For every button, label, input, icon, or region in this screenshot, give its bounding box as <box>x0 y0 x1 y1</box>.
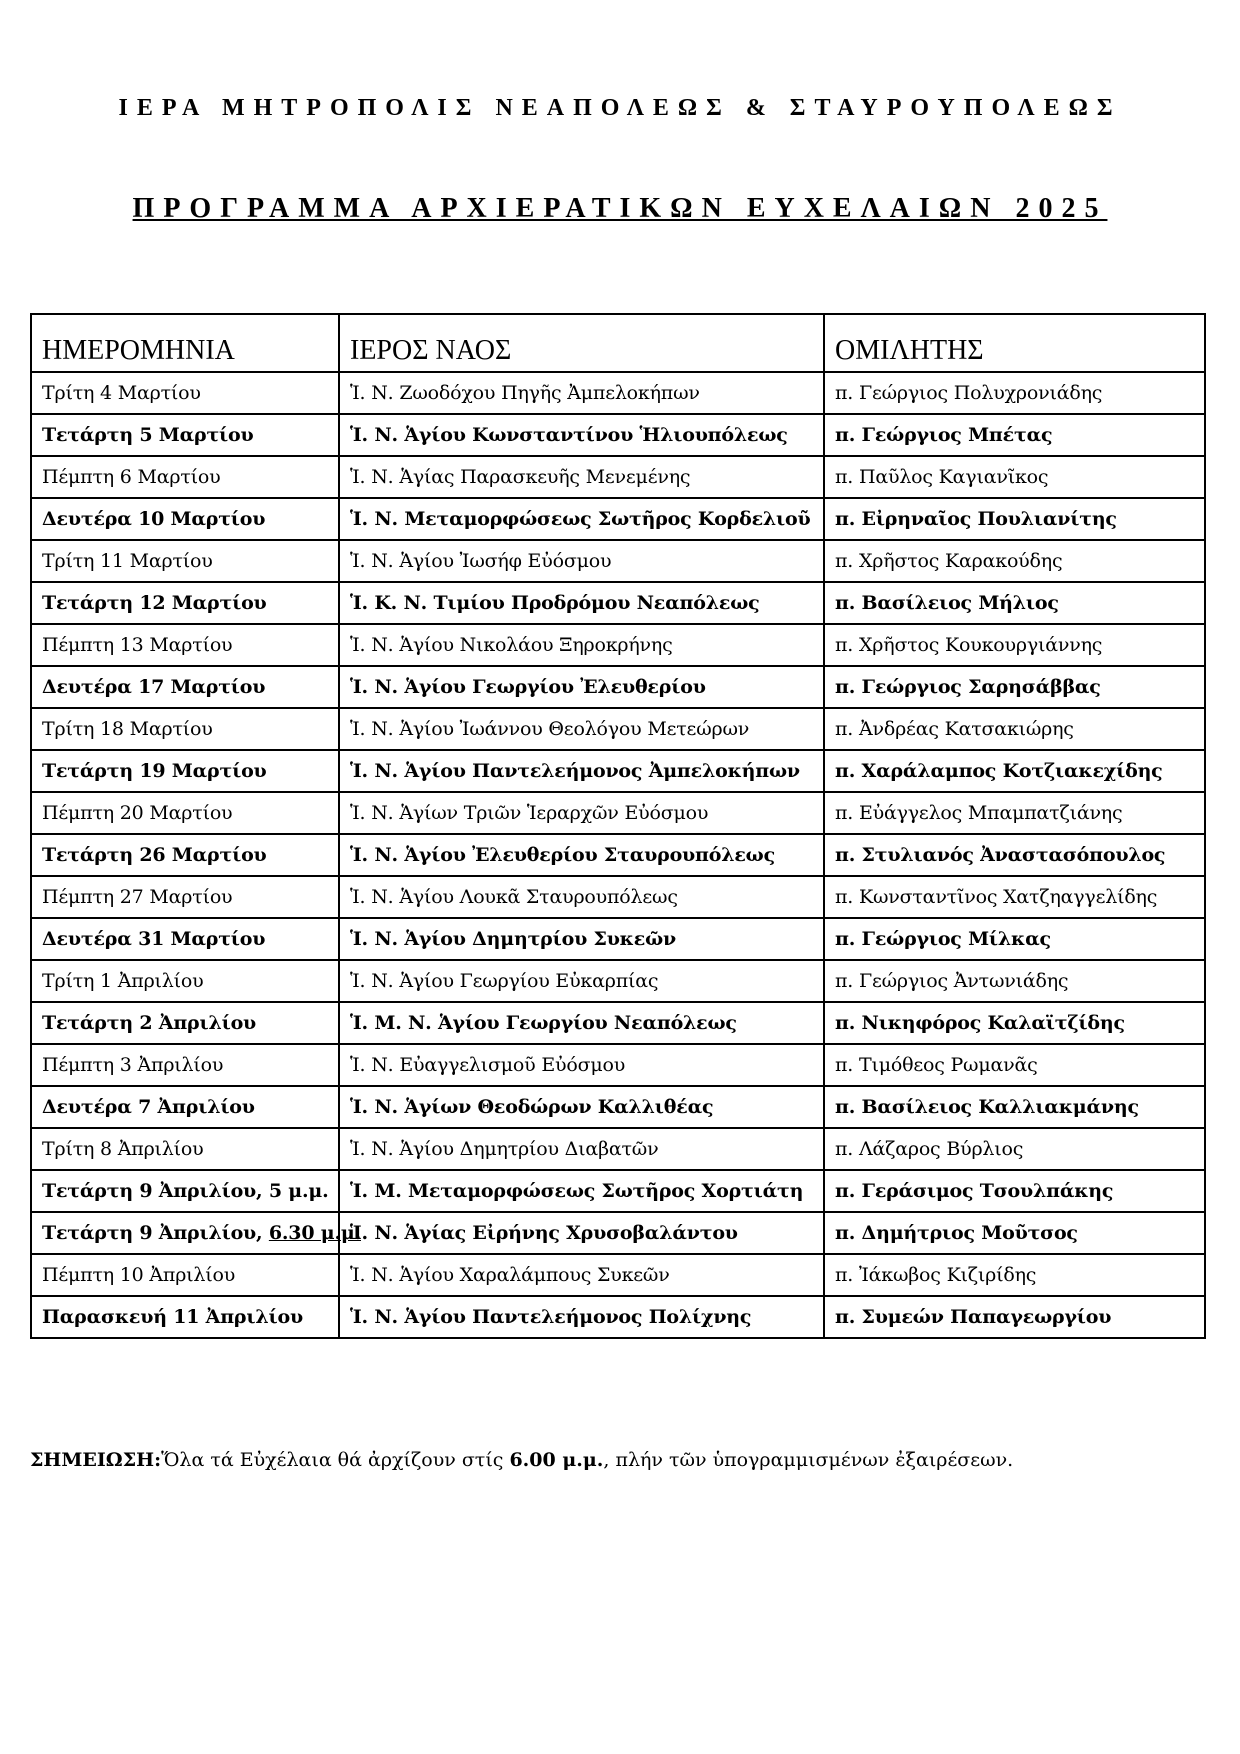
cell-speaker: π. Γεώργιος Σαρησάββας <box>824 666 1205 708</box>
cell-church: Ἱ. Ν. Ζωοδόχου Πηγῆς Ἀμπελοκήπων <box>339 372 824 414</box>
footnote-text-before: Ὅλα τά Εὐχέλαια θά ἀρχίζουν στίς <box>161 1449 510 1471</box>
table-row <box>31 1002 1205 1044</box>
cell-church: Ἱ. Ν. Ἁγίου Νικολάου Ξηροκρήνης <box>339 624 824 666</box>
cell-speaker: π. Κωνσταντῖνος Χατζηαγγελίδης <box>824 876 1205 918</box>
footnote-label: ΣΗΜΕΙΩΣΗ: <box>30 1449 162 1471</box>
cell-speaker: π. Εὐάγγελος Μπαμπατζιάνης <box>824 792 1205 834</box>
cell-church: Ἱ. Ν. Μεταμορφώσεως Σωτῆρος Κορδελιοῦ <box>339 498 824 540</box>
cell-speaker: π. Γεώργιος Ἀντωνιάδης <box>824 960 1205 1002</box>
cell-church: Ἱ. Ν. Ἁγίου Γεωργίου Ἐλευθερίου <box>339 666 824 708</box>
cell-speaker: π. Γεώργιος Μίλκας <box>824 918 1205 960</box>
cell-date: Δευτέρα 31 Μαρτίου <box>31 918 339 960</box>
cell-date: Πέμπτη 20 Μαρτίου <box>31 792 339 834</box>
cell-church: Ἱ. Μ. Μεταμορφώσεως Σωτῆρος Χορτιάτη <box>339 1170 824 1212</box>
cell-date: Τετάρτη 12 Μαρτίου <box>31 582 339 624</box>
schedule-body <box>31 372 1205 1338</box>
table-header-row <box>31 314 1205 372</box>
cell-speaker: π. Εἰρηναῖος Πουλιανίτης <box>824 498 1205 540</box>
cell-date: Τρίτη 8 Ἀπριλίου <box>31 1128 339 1170</box>
footnote-time: 6.00 μ.μ. <box>509 1449 604 1471</box>
table-row <box>31 456 1205 498</box>
table-row <box>31 876 1205 918</box>
cell-church: Ἱ. Ν. Ἁγίου Ἰωάννου Θεολόγου Μετεώρων <box>339 708 824 750</box>
cell-speaker: π. Βασίλειος Καλλιακμάνης <box>824 1086 1205 1128</box>
metropolis-header: ΙΕΡΑ ΜΗΤΡΟΠΟΛΙΣ ΝΕΑΠΟΛΕΩΣ & ΣΤΑΥΡΟΥΠΟΛΕΩΣ <box>118 95 1122 121</box>
cell-church: Ἱ. Ν. Ἁγίου Δημητρίου Συκεῶν <box>339 918 824 960</box>
table-row <box>31 1296 1205 1338</box>
table-row <box>31 414 1205 456</box>
cell-church: Ἱ. Ν. Ἁγίου Χαραλάμπους Συκεῶν <box>339 1254 824 1296</box>
cell-date: Πέμπτη 13 Μαρτίου <box>31 624 339 666</box>
table-row <box>31 1086 1205 1128</box>
cell-date <box>31 1212 361 1254</box>
cell-speaker: π. Στυλιανός Ἀναστασόπουλος <box>824 834 1205 876</box>
cell-date: Τετάρτη 26 Μαρτίου <box>31 834 339 876</box>
cell-church: Ἱ. Μ. Ν. Ἁγίου Γεωργίου Νεαπόλεως <box>339 1002 824 1044</box>
cell-church: Ἱ. Ν. Ἁγίου Παντελεήμονος Ἀμπελοκήπων <box>339 750 824 792</box>
cell-date: Τρίτη 11 Μαρτίου <box>31 540 339 582</box>
cell-date: Πέμπτη 27 Μαρτίου <box>31 876 339 918</box>
table-row <box>31 834 1205 876</box>
cell-church: Ἱ. Ν. Ἁγίου Ἐλευθερίου Σταυρουπόλεως <box>339 834 824 876</box>
cell-speaker: π. Γεώργιος Μπέτας <box>824 414 1205 456</box>
cell-church: Ἱ. Ν. Ἁγίας Παρασκευῆς Μενεμένης <box>339 456 824 498</box>
cell-speaker: π. Χαράλαμπος Κοτζιακεχίδης <box>824 750 1205 792</box>
cell-speaker: π. Νικηφόρος Καλαϊτζίδης <box>824 1002 1205 1044</box>
cell-date: Παρασκευή 11 Ἀπριλίου <box>31 1296 339 1338</box>
table-row <box>31 498 1205 540</box>
cell-speaker: π. Ἰάκωβος Κιζιρίδης <box>824 1254 1205 1296</box>
cell-church: Ἱ. Κ. Ν. Τιμίου Προδρόμου Νεαπόλεως <box>339 582 824 624</box>
column-header-speaker: ΟΜΙΛΗΤΗΣ <box>824 314 1205 372</box>
cell-date: Δευτέρα 7 Ἀπριλίου <box>31 1086 339 1128</box>
table-row <box>31 624 1205 666</box>
footnote-text-after: , πλήν τῶν ὑπογραμμισμένων ἐξαιρέσεων. <box>603 1449 1014 1471</box>
table-row <box>31 918 1205 960</box>
cell-date: Τρίτη 4 Μαρτίου <box>31 372 339 414</box>
document-title: ΠΡΟΓΡΑΜΜΑ ΑΡΧΙΕΡΑΤΙΚΩΝ ΕΥΧΕΛΑΙΩΝ 2025 <box>132 193 1108 224</box>
column-header-date: ΗΜΕΡΟΜΗΝΙΑ <box>31 314 339 372</box>
column-header-church: ΙΕΡΟΣ ΝΑΟΣ <box>339 314 824 372</box>
table-row <box>31 1212 1205 1254</box>
table-row <box>31 666 1205 708</box>
table-row <box>31 1170 1205 1212</box>
schedule-table <box>30 313 1206 1339</box>
cell-church: Ἱ. Ν. Ἁγίων Τριῶν Ἱεραρχῶν Εὐόσμου <box>339 792 824 834</box>
cell-date: Τετάρτη 9 Ἀπριλίου, 5 μ.μ. <box>31 1170 339 1212</box>
table-row <box>31 750 1205 792</box>
cell-speaker: π. Γεράσιμος Τσουλπάκης <box>824 1170 1205 1212</box>
table-row <box>31 1254 1205 1296</box>
cell-date: Πέμπτη 10 Ἀπριλίου <box>31 1254 339 1296</box>
cell-speaker: π. Τιμόθεος Ρωμανᾶς <box>824 1044 1205 1086</box>
cell-church: Ἱ. Ν. Ἁγίου Παντελεήμονος Πολίχνης <box>339 1296 824 1338</box>
cell-church: Ἱ. Ν. Ἁγίων Θεοδώρων Καλλιθέας <box>339 1086 824 1128</box>
cell-speaker: π. Χρῆστος Κουκουργιάννης <box>824 624 1205 666</box>
table-row <box>31 372 1205 414</box>
cell-date: Τετάρτη 5 Μαρτίου <box>31 414 339 456</box>
table-row <box>31 1044 1205 1086</box>
cell-church: Ἱ. Ν. Ἁγίου Κωνσταντίνου Ἡλιουπόλεως <box>339 414 824 456</box>
cell-church: Ἱ. Ν. Εὐαγγελισμοῦ Εὐόσμου <box>339 1044 824 1086</box>
cell-date: Δευτέρα 10 Μαρτίου <box>31 498 339 540</box>
cell-date: Πέμπτη 6 Μαρτίου <box>31 456 339 498</box>
cell-speaker: π. Γεώργιος Πολυχρονιάδης <box>824 372 1205 414</box>
cell-church: Ἱ. Ν. Ἁγίου Γεωργίου Εὐκαρπίας <box>339 960 824 1002</box>
cell-speaker: π. Χρῆστος Καρακούδης <box>824 540 1205 582</box>
cell-church: Ἱ. Ν. Ἁγίου Ἰωσήφ Εὐόσμου <box>339 540 824 582</box>
cell-church: Ἱ. Ν. Ἁγίου Δημητρίου Διαβατῶν <box>339 1128 824 1170</box>
cell-speaker: π. Ἀνδρέας Κατσακιώρης <box>824 708 1205 750</box>
table-row <box>31 1128 1205 1170</box>
footnote <box>30 1449 1013 1471</box>
cell-church: Ἱ. Ν. Ἁγίου Λουκᾶ Σταυρουπόλεως <box>339 876 824 918</box>
cell-date: Πέμπτη 3 Ἀπριλίου <box>31 1044 339 1086</box>
cell-speaker: π. Βασίλειος Μήλιος <box>824 582 1205 624</box>
cell-date: Δευτέρα 17 Μαρτίου <box>31 666 339 708</box>
cell-date-underlined-time: 6.30 μ.μ. <box>268 1222 361 1244</box>
cell-speaker: π. Συμεών Παπαγεωργίου <box>824 1296 1205 1338</box>
table-row <box>31 582 1205 624</box>
cell-date: Τρίτη 18 Μαρτίου <box>31 708 339 750</box>
table-row <box>31 960 1205 1002</box>
cell-date: Τετάρτη 2 Ἀπριλίου <box>31 1002 339 1044</box>
cell-speaker: π. Δημήτριος Μοῦτσος <box>824 1212 1205 1254</box>
table-row <box>31 792 1205 834</box>
cell-speaker: π. Λάζαρος Βύρλιος <box>824 1128 1205 1170</box>
cell-date: Τετάρτη 19 Μαρτίου <box>31 750 339 792</box>
cell-date: Τρίτη 1 Ἀπριλίου <box>31 960 339 1002</box>
cell-date-text: Τετάρτη 9 Ἀπριλίου, <box>42 1222 269 1244</box>
table-row <box>31 708 1205 750</box>
cell-speaker: π. Παῦλος Καγιανῖκος <box>824 456 1205 498</box>
table-row <box>31 540 1205 582</box>
cell-church: Ἱ. Ν. Ἁγίας Εἰρήνης Χρυσοβαλάντου <box>339 1212 824 1254</box>
